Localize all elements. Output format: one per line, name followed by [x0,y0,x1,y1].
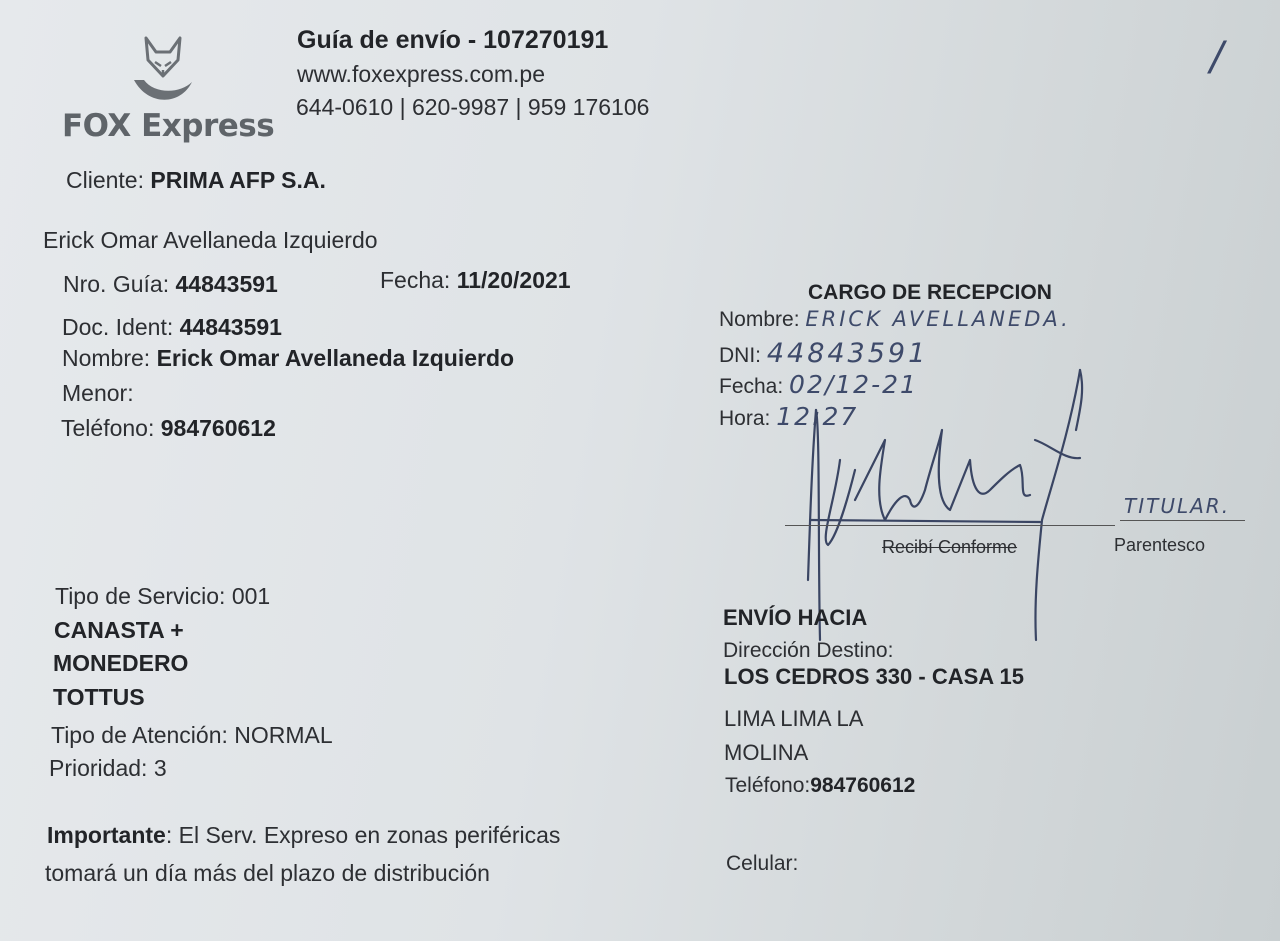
date-row [380,267,571,294]
receipt-name-row [719,307,1071,332]
product-line-3: TOTTUS [53,684,145,710]
receipt-title: CARGO DE RECEPCION [808,281,1052,304]
company-phones: 644-0610 | 620-9987 | 959 176106 [296,94,650,120]
address-value: LOS CEDROS 330 - CASA 15 [724,664,1024,689]
address-label: Dirección Destino: [723,639,894,662]
date-value: 11/20/2021 [456,267,571,293]
product-line-1: CANASTA + [54,617,184,643]
service-type: Tipo de Servicio: 001 [55,583,271,609]
notice-line-2: tomará un día más del plazo de distribución [45,860,490,886]
phone-row [61,415,276,442]
shipping-phone-label: Teléfono: [725,774,811,797]
name-row [62,345,514,372]
doc-ident-value: 44843591 [179,314,282,340]
receipt-name-handwritten: ERICK AVELLANEDA. [805,307,1071,331]
doc-ident-label: Doc. Ident: [62,314,174,340]
shipping-phone-row [725,774,915,798]
receipt-date-handwritten: 02/12-21 [789,370,918,399]
receipt-time-label: Hora: [719,407,771,430]
relation-handwritten: TITULAR. [1124,494,1231,518]
signature-line [785,525,1115,526]
logo-text: FOX Express [62,108,275,144]
guide-number-value: 44843591 [175,271,278,297]
receipt-name-label: Nombre: [719,308,800,331]
doc-ident-row [62,314,282,341]
notice-label: Importante [47,822,166,848]
receipt-date-label: Fecha: [719,375,784,398]
relation-label: Parentesco [1114,535,1206,555]
shipping-phone-value: 984760612 [810,774,916,797]
relation-line [1120,520,1245,521]
name-value: Erick Omar Avellaneda Izquierdo [156,345,515,371]
minor-label: Menor: [62,380,134,406]
fox-icon [128,32,198,106]
company-website: www.foxexpress.com.pe [297,61,545,87]
phone-value: 984760612 [160,415,276,441]
client-label: Cliente: [66,167,144,193]
corner-mark: / [1210,34,1224,80]
name-label: Nombre: [62,345,151,371]
receipt-dni-handwritten: 44843591 [766,338,929,369]
received-label: Recibí Conforme [882,537,1018,557]
client-row [66,167,326,194]
date-label: Fecha: [380,267,451,293]
phone-label: Teléfono: [61,415,155,441]
priority: Prioridad: 3 [49,755,167,781]
cell-label: Celular: [726,852,799,875]
attention-type: Tipo de Atención: NORMAL [51,722,333,748]
receipt-dni-label: DNI: [719,344,761,367]
receipt-time-handwritten: 12:27 [776,402,859,431]
recipient-name: Erick Omar Avellaneda Izquierdo [43,227,378,253]
city-line-2: MOLINA [724,740,809,765]
shipping-title: ENVÍO HACIA [723,605,868,630]
fox-logo [128,32,198,106]
guide-number-label: Nro. Guía: [63,271,170,297]
notice-line-1 [47,822,560,849]
product-line-2: MONEDERO [53,650,189,676]
guide-number-row [63,271,278,298]
client-value: PRIMA AFP S.A. [150,167,326,193]
guide-title: Guía de envío - 107270191 [297,26,609,54]
city-line-1: LIMA LIMA LA [724,706,864,731]
notice-text-1: : El Serv. Expreso en zonas periféricas [165,822,561,848]
